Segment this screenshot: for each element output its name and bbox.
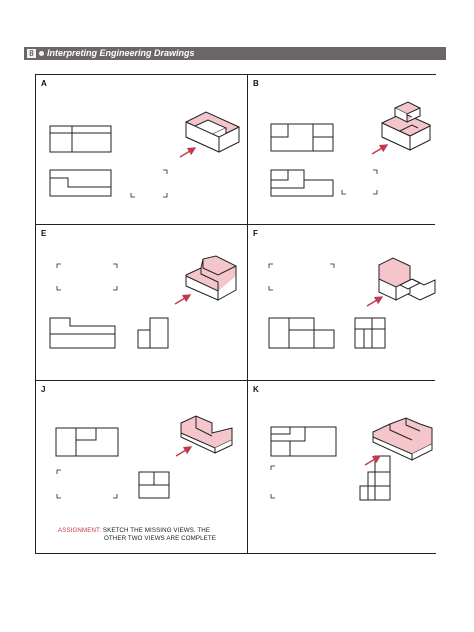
- panel-b-view-arrow: [372, 145, 387, 154]
- panel-a-front-view: [50, 170, 111, 196]
- panel-k-side-view: [360, 456, 390, 500]
- panel-label-f: F: [253, 229, 258, 238]
- panel-label-a: A: [41, 79, 47, 88]
- panel-f-view-arrow: [367, 297, 382, 306]
- panel-f-missing-view-corners: [269, 264, 334, 290]
- assignment-line-2: OTHER TWO VIEWS ARE COMPLETE: [104, 535, 217, 542]
- panel-f-isometric-object: [379, 258, 435, 300]
- panel-a-missing-view-corners: [131, 170, 167, 197]
- panel-j-isometric-object: [181, 416, 232, 453]
- panel-b-isometric-object: [382, 102, 430, 150]
- panel-b-top-view: [271, 124, 333, 151]
- assignment-note: [58, 527, 238, 543]
- panel-e-view-arrow: [175, 295, 190, 304]
- panel-e-missing-view-corners: [57, 264, 117, 290]
- panel-k-top-view: [271, 427, 336, 456]
- panel-b-front-view: [271, 170, 333, 196]
- assignment-line-1: SKETCH THE MISSING VIEWS. THE: [102, 527, 211, 534]
- panel-e-side-view: [138, 318, 168, 348]
- panel-a-top-view: [50, 126, 111, 152]
- panel-e-front-view: [50, 318, 115, 348]
- panel-label-e: E: [41, 229, 47, 238]
- panel-j-view-arrow: [176, 447, 191, 456]
- panel-f-side-view: [355, 318, 385, 348]
- panel-j-top-view: [56, 428, 118, 456]
- panel-a-view-arrow: [180, 148, 195, 157]
- panel-label-k: K: [253, 385, 259, 394]
- assignment-label: ASSIGNMENT:: [58, 527, 102, 534]
- panel-b-missing-view-corners: [342, 170, 377, 194]
- panel-j-side-view: [139, 472, 169, 498]
- panel-a-isometric-object: [186, 112, 239, 152]
- panel-k-isometric-object: [373, 418, 432, 460]
- panel-f-front-view: [269, 318, 334, 348]
- panel-k-view-arrow: [365, 456, 380, 465]
- panel-label-j: J: [41, 385, 46, 394]
- section-title: Interpreting Engineering Drawings: [47, 48, 195, 58]
- panel-label-b: B: [253, 79, 259, 88]
- panel-j-missing-view-corners: [57, 470, 117, 498]
- section-number-badge: 8: [27, 49, 36, 58]
- panel-k-missing-view-corners: [271, 466, 275, 498]
- panel-e-isometric-object: [186, 256, 236, 300]
